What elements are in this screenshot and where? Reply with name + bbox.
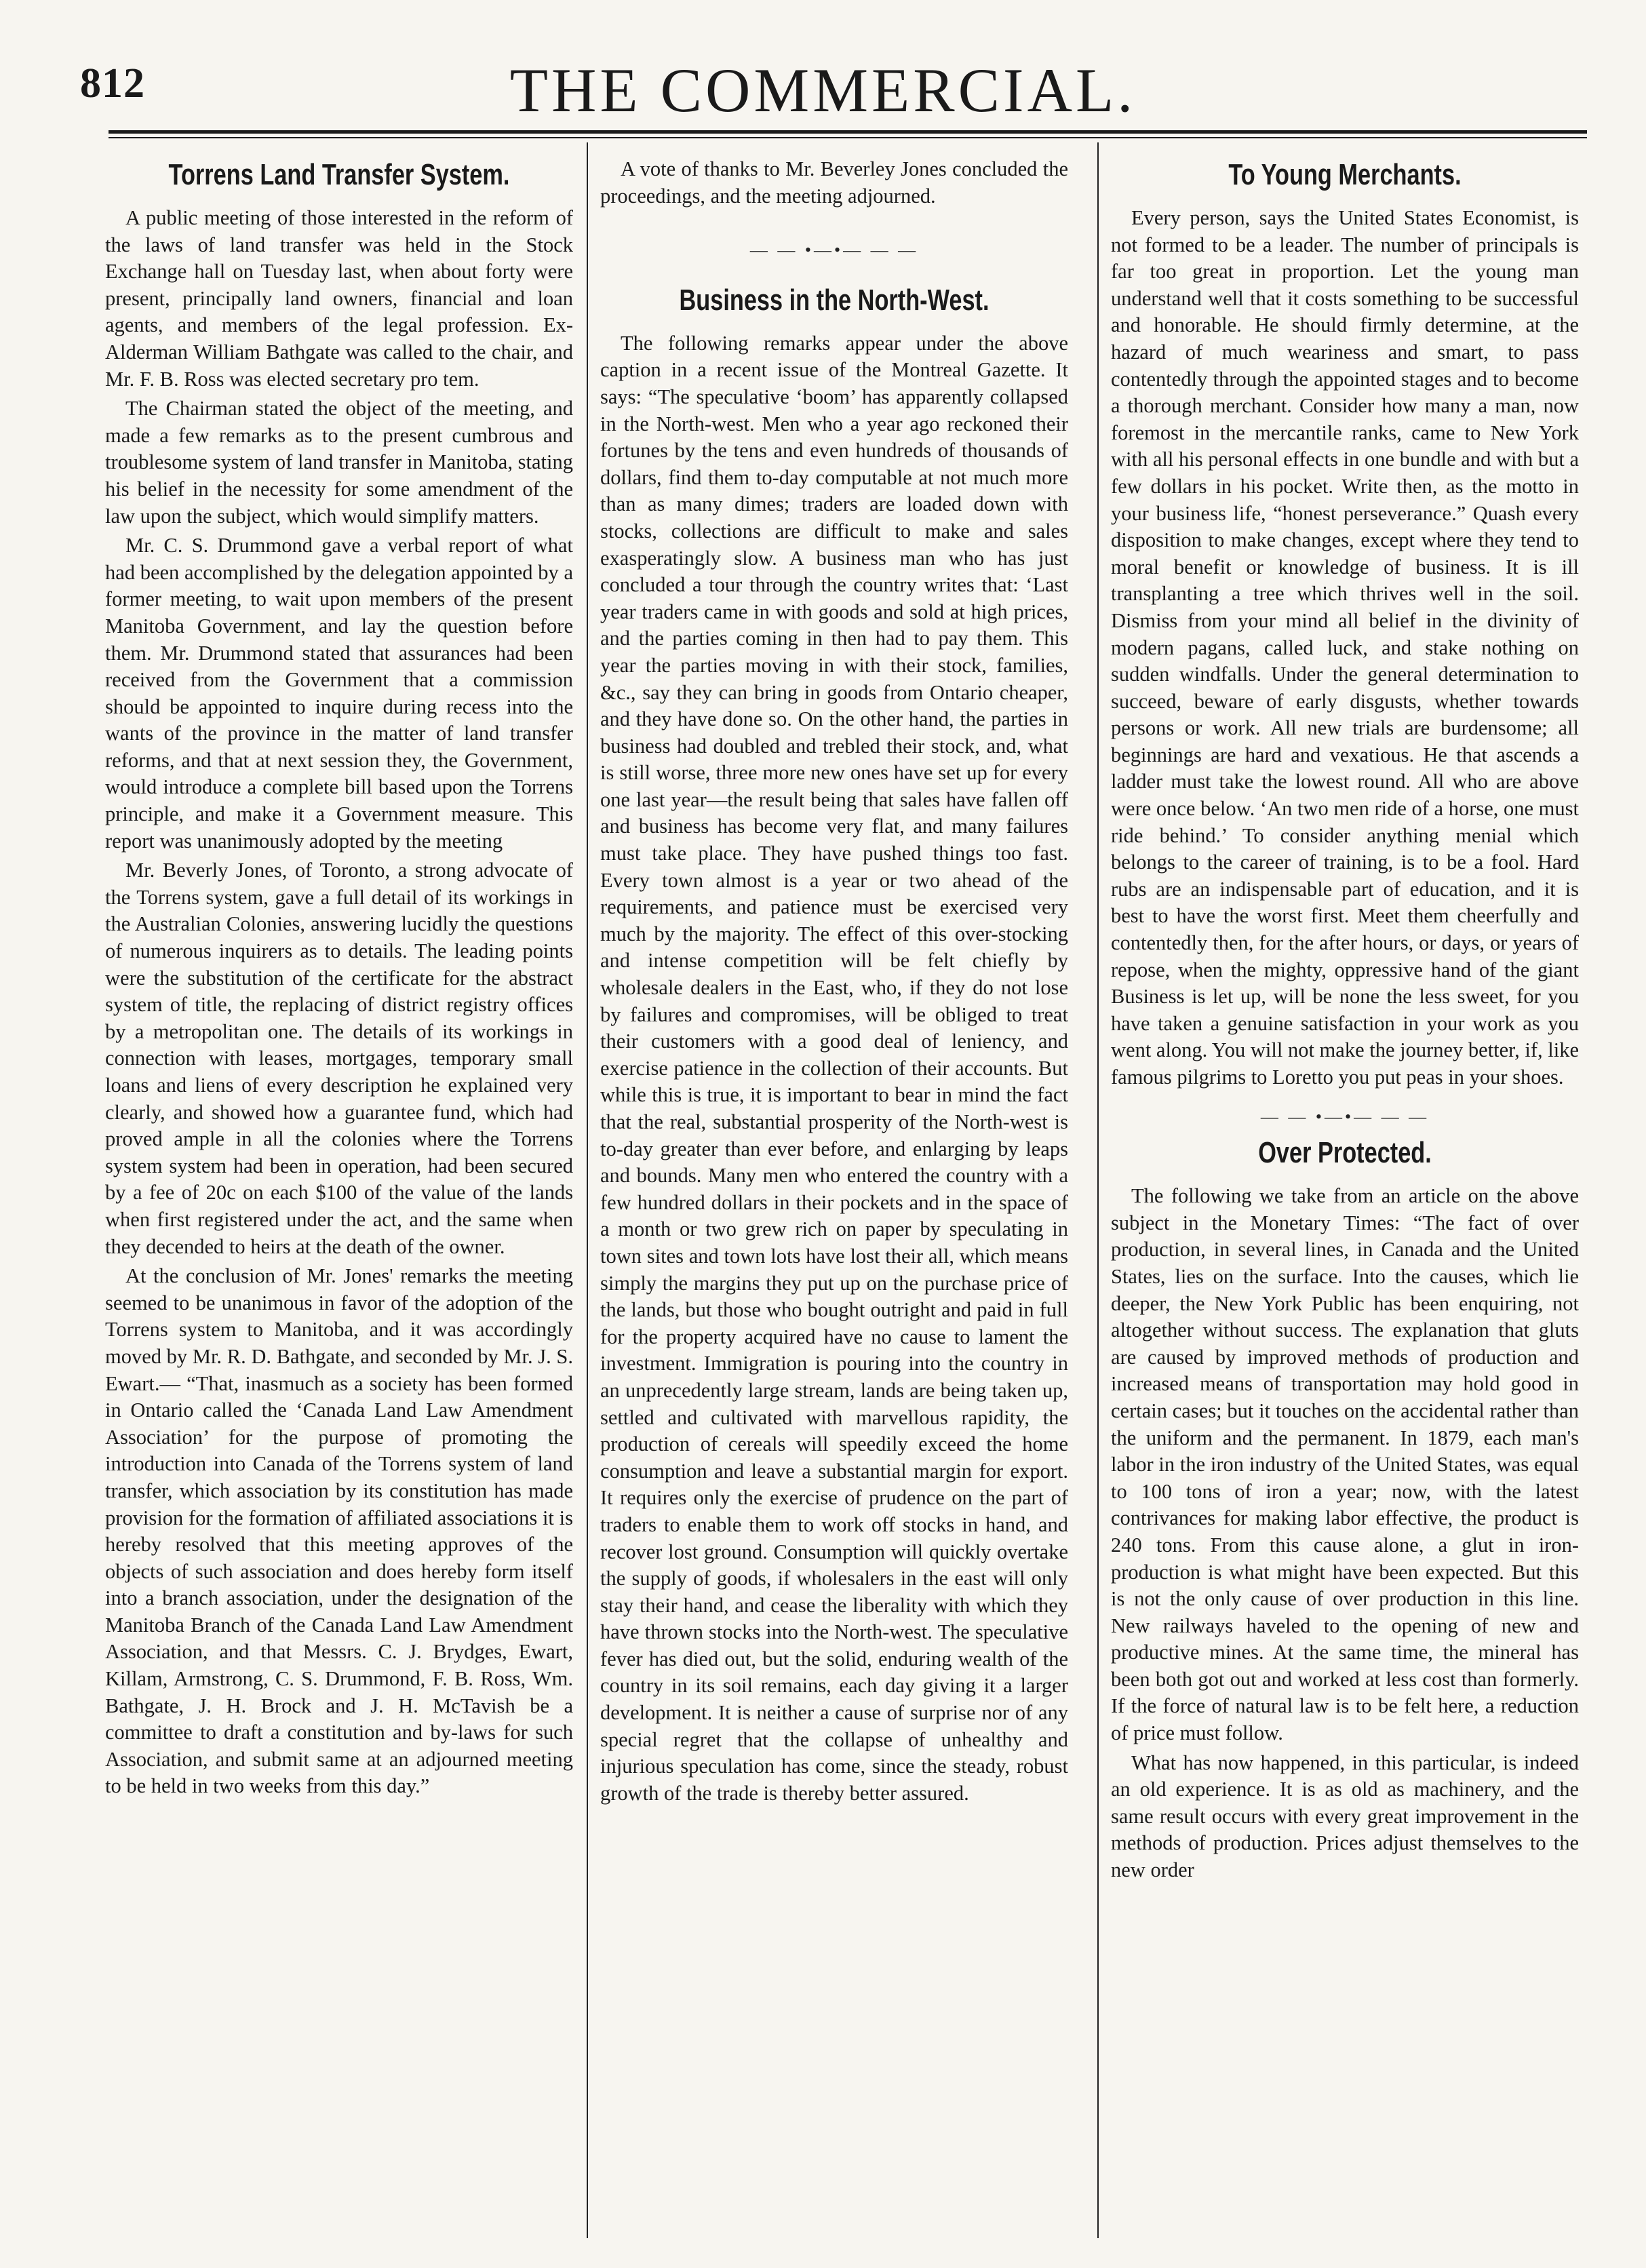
article-separator: — — •—•— — — (1260, 1106, 1430, 1127)
column-2 (600, 144, 1068, 2240)
column-3 (1111, 144, 1579, 2240)
northwest-headline: Business in the North-West. (679, 283, 989, 317)
young-merchants-headline: To Young Merchants. (1228, 158, 1462, 191)
masthead-title: THE COMMERCIAL. (509, 56, 1137, 125)
torrens-headline: Torrens Land Transfer System. (168, 158, 510, 191)
over-protected-paragraph-2: What has now happened, in this particular, is indeed an old experience. It is as old as machinery, and the same result occurs with every great improvement in the methods of production. Prices adjust themselves to the new order (1111, 1751, 1579, 1882)
torrens-paragraph-4: Mr. Beverly Jones, of Toronto, a strong advocate of the Torrens system, gave a full detail of its workings in the Australian Colonies, answering lucidly the questions of numerous inquirers as to details. The leading points were the substitution of the certificate for the abstract system of title, the replacing of district registry offices by a metropolitan one. The details of its workings in connection with leases, mortgages, temporary small loans and liens of every description he explained very clearly, and showed how a guarantee fund, which had proved ample in all the colonies where the Torrens system system had been in operation, had been secured by a fee of 20c on each $100 of the value of the lands when first registered under the act, and the same when they decended to heirs at the death of the owner. (105, 859, 573, 1258)
header-rule-thick (109, 130, 1587, 134)
page-number: 812 (80, 60, 145, 106)
article-separator: — — •—•— — — (749, 240, 919, 260)
young-merchants-paragraph-1: Every person, says the United States Economist, is not formed to be a leader. The number of principals is far too great in proportion. Let the young man understand well that it costs something to be successful and honorable. He should firmly determine, at the hazard of much weariness and smart, to pass contentedly through the appointed stages and to become a thorough merchant. Consider how many a man, now foremost in the mercantile ranks, came to New York with all his personal effects in one bundle and with but a few dollars in his pocket. Write then, as the motto in your business life, “honest perseverance.” Quash every disposition to make changes, except where they tend to moral benefit or knowledge of business. It is ill transplanting a tree which thrives well in the soil. Dismiss from your mind all belief in the divinity of modern pagans, called luck, and stake nothing on sudden windfalls. Under the general determination to succeed, beware of early disgusts, whether towards persons or work. All new trials are burdensome; all beginnings are hard and vexatious. He that ascends a ladder must take the lowest round. All who are above were once below. ‘An two men ride of a horse, one must ride behind.’ To consider anything menial which belongs to the career of training, is to be a fool. Hard rubs are an indispensable part of education, and it is best to have the worst first. Meet them cheerfully and contentedly then, for the after hours, or days, or years of repose, when the mighty, oppressive hand of the giant Business is let up, will be none the less sweet, for you have taken a genuine satisfaction in your work as you went along. You will not make the journey better, if, like famous pilgrims to Loretto you put peas in your shoes. (1111, 206, 1579, 1089)
torrens-paragraph-5: At the conclusion of Mr. Jones' remarks the meeting seemed to be unanimous in favor of the adoption of the Torrens system to Manitoba, and it was accordingly moved by Mr. R. D. Bathgate, and seconded by Mr. J. S. Ewart.— “That, inasmuch as a society has been formed in Ontario called the ‘Canada Land Law Amendment Association’ for the purpose of promoting the introduction into Canada of the Torrens system of land transfer, which association by its constitution has made provision for the formation of affiliated associations it is hereby resolved that this meeting approves of the objects of such association and does hereby form itself into a branch association, under the designation of the Manitoba Branch of the Canada Land Law Amendment Association, and that Messrs. C. J. Brydges, Ewart, Killam, Armstrong, C. S. Drummond, F. B. Ross, Wm. Bathgate, J. H. Brock and J. H. McTavish be a committee to draft a constitution and by-laws for such Association, and submit same at an adjourned meeting to be held in two weeks from this day.” (105, 1264, 573, 1798)
torrens-paragraph-1: A public meeting of those interested in the reform of the laws of land transfer was held in the Stock Exchange hall on Tuesday last, when about forty were present, principally land owners, financial and loan agents, and members of the legal profession. Ex-Alderman William Bathgate was called to the chair, and Mr. F. B. Ross was elected secretary pro tem. (105, 206, 573, 391)
column-divider-2 (1097, 142, 1099, 2238)
over-protected-paragraph-1: The following we take from an article on the above subject in the Monetary Times: “The fact of over production, in several lines, in Canada and the United States, lies on the surface. Into the causes, which lie deeper, the New York Public has been enquiring, not altogether without success. The explanation that gluts are caused by improved methods of production and increased means of transportation may hold good in certain cases; but it touches on the accidental rather than the uniform and the permanent. In 1879, each man's labor in the iron industry of the United States, was equal to 100 tons of iron a year; now, with the latest contrivances for making labor effective, the product is 240 tons. From this cause alone, a glut in iron-production is what might have been expected. But this is not the only cause of over production in this line. New railways haveled to the opening of new and productive mines. At the same time, the mineral has been both got out and worked at less cost than formerly. If the force of natural law is to be felt here, a reduction of price must follow. (1111, 1184, 1579, 1745)
northwest-paragraph-1: The following remarks appear under the above caption in a recent issue of the Montreal Gazette. It says: “The speculative ‘boom’ has apparently collapsed in the North-west. Men who a year ago reckoned their fortunes by the tens and even hundreds of thousands of dollars, find them to-day computable at not much more than as many dimes; traders are loaded down with stocks, collections are difficult to make and sales exasperatingly slow. A business man who has just concluded a tour through the country writes that: ‘Last year traders came in with goods and sold at high prices, and the parties coming in then had to pay them. This year the parties moving in with their stock, families, &c., say they can bring in goods from Ontario cheaper, and they have done so. On the other hand, the parties in business had doubled and trebled their stock, and, what is still worse, three more new ones have set up for every one last year—the result being that sales have fallen off and business has become very flat, and many failures must take place. They have pushed things too fast. Every town almost is a year or two ahead of the requirements, and patience must be exercised very much by the majority. The effect of this over-stocking and intense competition will be felt chiefly by wholesale dealers in the East, who, if they do not lose by failures and compromises, will be obliged to treat their customers with a good deal of leniency, and exercise patience in the collection of their accounts. But while this is true, it is important to bear in mind the fact that the real, substantial prosperity of the North-west is to-day greater than ever before, and enlarging by leaps and bounds. Many men who entered the country with a few hundred dollars in their pockets and in the space of a month or two grew rich on paper by speculating in town sites and town lots have lost their all, which means simply the margins they put up on the purchase price of the lands, but those who bought outright and paid in full for the property acquired have no cause to lament the investment. Immigration is pouring into the country in an unprecedently large stream, lands are being taken up, settled and cultivated with marvellous rapidity, the production of cereals will speedily exceed the home consumption and leave a substantial margin for export. It requires only the exercise of prudence on the part of traders to enable them to work off stocks in hand, and recover lost ground. Consumption will quickly overtake the supply of goods, if wholesalers in the east will only stay their hand, and cease the liberality with which they have thrown stocks into the North-west. The speculative fever has died out, but the solid, enduring wealth of the country in its soil remains, each day giving it a larger development. It is neither a cause of surprise nor of any special regret that the collapse of unhealthy and injurious speculation has come, since the steady, robust growth of the trade is thereby better assured. (600, 331, 1068, 1805)
torrens-paragraph-3: Mr. C. S. Drummond gave a verbal report of what had been accomplished by the delegation appointed by a former meeting, to wait upon members of the present Manitoba Government, and lay the question before them. Mr. Drummond stated that assurances had been received from the Government that a commission should be appointed to inquire during recess into the wants of the province in the matter of land transfer reforms, and that at next session they, the Government, would introduce a complete bill based upon the Torrens principle, and make it a Government measure. This report was unanimously adopted by the meeting (105, 534, 573, 853)
over-protected-headline: Over Protected. (1258, 1136, 1432, 1170)
column-divider-1 (587, 142, 588, 2238)
torrens-paragraph-2: The Chairman stated the object of the meeting, and made a few remarks as to the present cumbrous and troublesome system of land transfer in Manitoba, stating his belief in the necessity for some amendment of the law upon the subject, which would simplify matters. (105, 397, 573, 528)
column-1 (105, 144, 573, 2240)
header-rule-thin (109, 137, 1587, 138)
torrens-continuation: A vote of thanks to Mr. Beverley Jones concluded the proceedings, and the meeting adjourned. (600, 157, 1068, 208)
